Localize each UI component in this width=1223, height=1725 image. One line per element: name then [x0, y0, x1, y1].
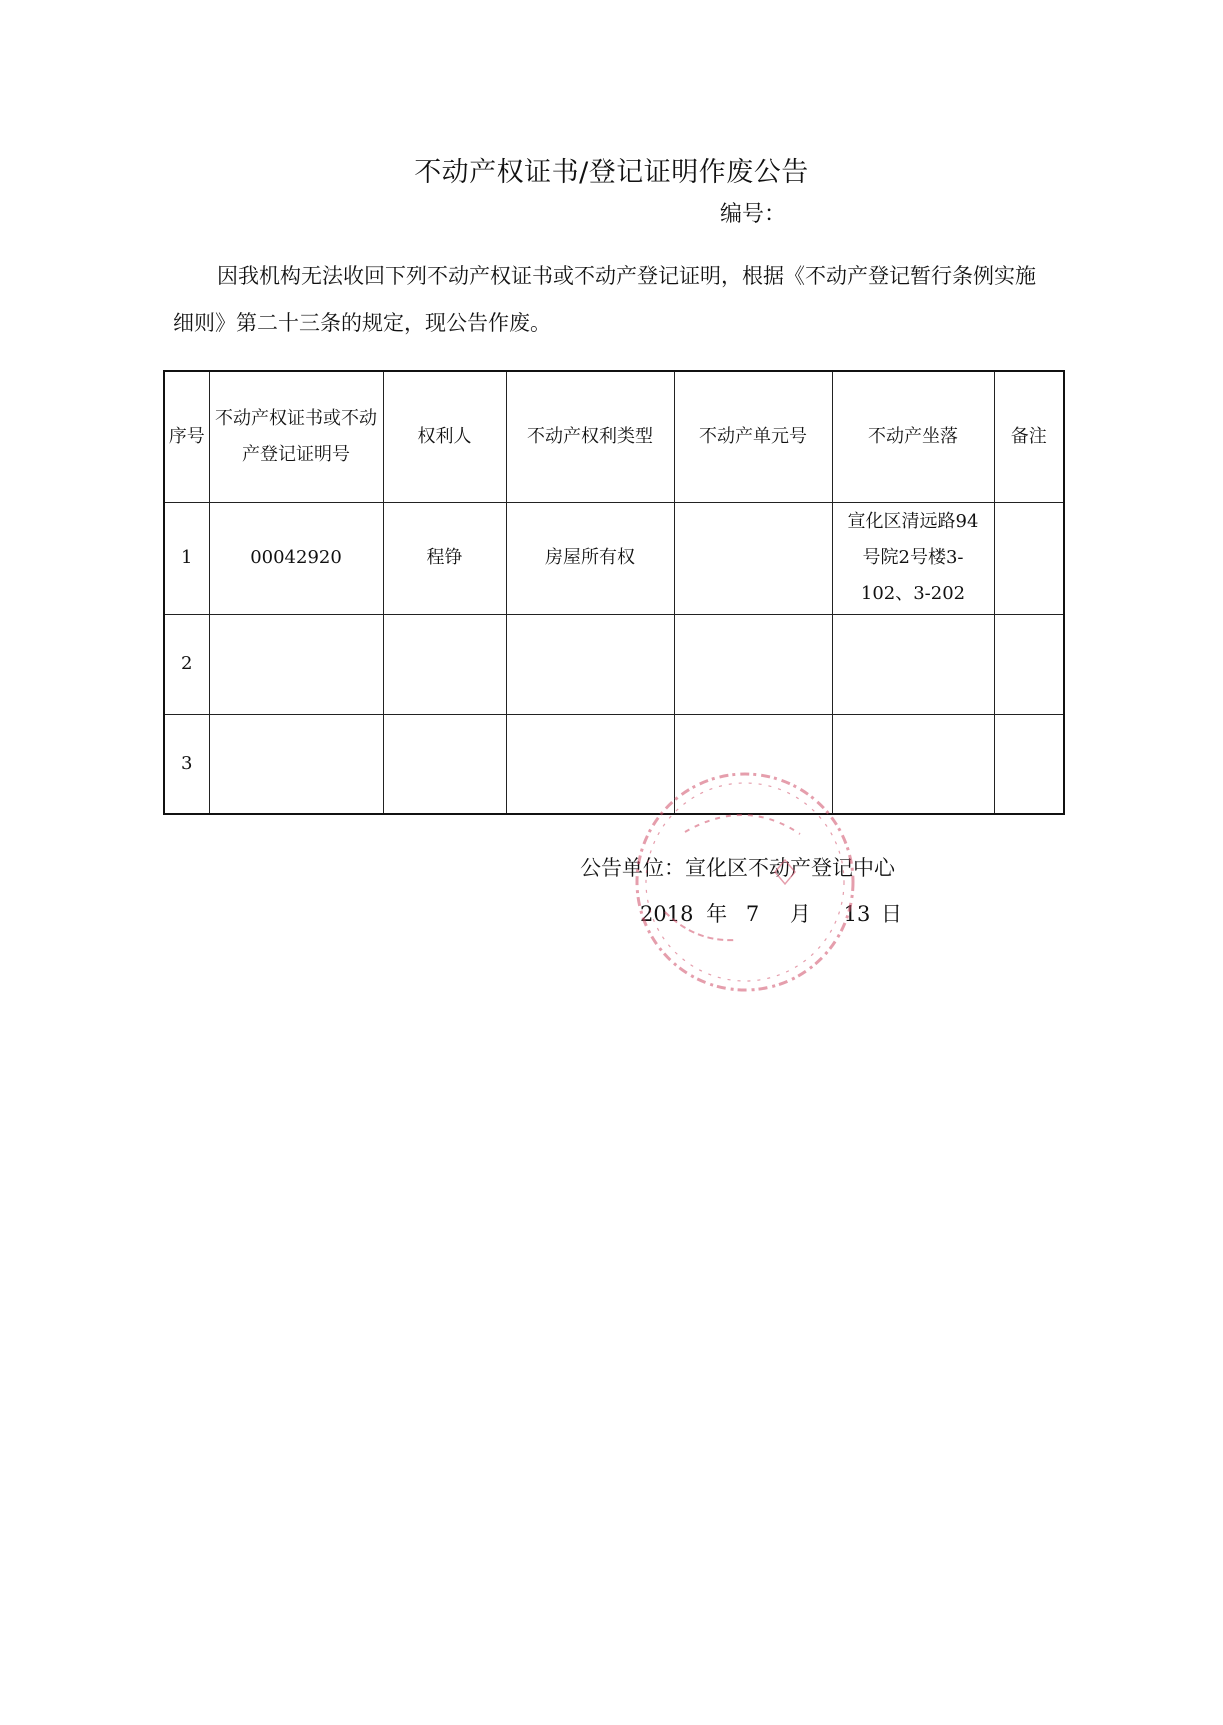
table-row	[164, 502, 1064, 614]
cell-remarks	[994, 614, 1064, 714]
table-row	[164, 614, 1064, 714]
cell-remarks	[994, 502, 1064, 614]
table-header-row	[164, 371, 1064, 502]
cell-right-holder	[383, 614, 506, 714]
cell-certificate-no	[209, 614, 383, 714]
cell-location	[832, 714, 994, 814]
cell-unit-no	[674, 714, 832, 814]
issue-date	[640, 898, 902, 928]
cell-right-type	[506, 614, 674, 714]
header-seq: 序号	[164, 371, 209, 502]
header-right-type: 不动产权利类型	[506, 371, 674, 502]
header-right-holder: 权利人	[383, 371, 506, 502]
date-day: 13	[843, 902, 871, 926]
serial-number-label: 编号：	[720, 202, 787, 227]
date-year: 2018	[640, 902, 694, 926]
date-year-unit: 年	[706, 902, 728, 926]
issuing-unit: 公告单位：宣化区不动产登记中心	[580, 856, 895, 880]
cell-seq: 3	[164, 714, 209, 814]
document-title: 不动产权证书/登记证明作废公告	[414, 157, 809, 188]
cell-seq: 1	[164, 502, 209, 614]
date-month-unit: 月	[789, 902, 811, 926]
date-month: 7	[745, 902, 760, 926]
cell-unit-no	[674, 502, 832, 614]
cell-certificate-no: 00042920	[209, 502, 383, 614]
cell-right-holder: 程铮	[383, 502, 506, 614]
header-location: 不动产坐落	[832, 371, 994, 502]
notice-paragraph	[173, 253, 1053, 347]
cell-remarks	[994, 714, 1064, 814]
cell-location: 宣化区清远路94号院2号楼3-102、3-202	[832, 502, 994, 614]
header-remarks: 备注	[994, 371, 1064, 502]
void-certificate-table	[163, 370, 1065, 815]
header-unit-no: 不动产单元号	[674, 371, 832, 502]
cell-right-type	[506, 714, 674, 814]
notice-paragraph-text: 因我机构无法收回下列不动产权证书或不动产登记证明，根据《不动产登记暂行条例实施细则》第二十三条的规定，现公告作废。	[173, 264, 1036, 335]
date-day-unit: 日	[881, 902, 902, 926]
cell-right-type: 房屋所有权	[506, 502, 674, 614]
cell-seq: 2	[164, 614, 209, 714]
cell-right-holder	[383, 714, 506, 814]
header-certificate-no: 不动产权证书或不动产登记证明号	[209, 371, 383, 502]
cell-location	[832, 614, 994, 714]
cell-unit-no	[674, 614, 832, 714]
table-row	[164, 714, 1064, 814]
cell-certificate-no	[209, 714, 383, 814]
